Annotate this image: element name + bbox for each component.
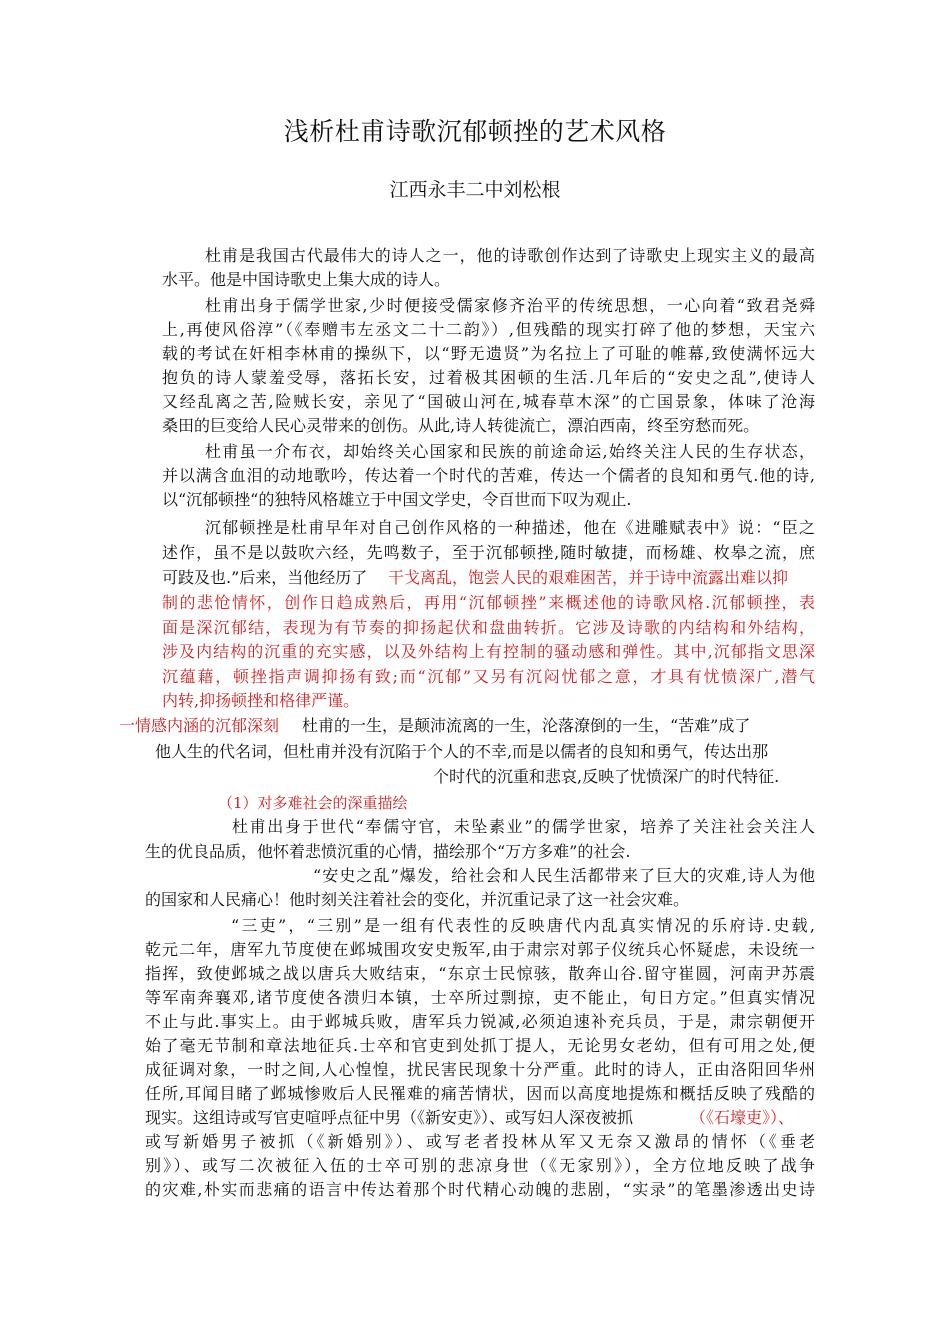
highlighted-text: 干戈离乱，饱尝人民的艰难困苦，并于诗中流露出难以抑	[388, 568, 789, 587]
highlighted-text: 面是深沉郁结，表现为有节奏的抑扬起伏和盘曲转折。它涉及诗歌的内结构和外结构，	[162, 618, 815, 637]
subsection-heading: （1）对多难社会的深重描绘	[218, 794, 408, 812]
paragraph-line: 载的考试在奸相李林甫的操纵下，以“野无遗贤”为名拉上了可耻的帷幕,致使满怀远大	[162, 344, 815, 363]
highlighted-text: （《石壕吏》）、	[690, 1108, 795, 1127]
document-author: 江西永丰二中刘松根	[389, 179, 561, 201]
paragraph-line: 杜甫出身于世代“奉儒守官，未坠素业”的儒学世家，培养了关注社会关注人	[232, 817, 815, 836]
paragraph-line: 任所,耳闻目睹了邺城惨败后人民罹难的痛苦情状，因而以高度地提炼和概括反映了残酷的	[145, 1084, 815, 1103]
paragraph-line: 又经乱离之苦,险贼长安，亲见了“国破山河在,城春草木深”的亡国景象，体味了沧海	[162, 392, 815, 411]
highlighted-text: 涉及内结构的沉重的充实感，以及外结构上有控制的骚动感和弹性。其中,沉郁指文思深	[162, 642, 815, 661]
paragraph-line: 个时代的沉重和悲哀,反映了忧愤深广的时代特征.	[433, 767, 780, 786]
paragraph-line: 水平。他是中国诗歌史上集大成的诗人。	[162, 270, 451, 289]
paragraph-line: 别》）、或写二次被征入伍的士卒可别的悲凉身世（《无家别》），全方位地反映了战争	[145, 1156, 815, 1175]
paragraph-line: 的国家和人民痛心！他时刻关注着社会的变化，并沉重记录了这一社会灾难。	[145, 890, 690, 909]
paragraph-line: 他人生的代名词，但杜甫并没有沉陷于个人的不幸,而是以儒者的良知和勇气，传达出那	[155, 742, 769, 761]
paragraph-line: 等军南奔襄邓,诸节度使各溃归本镇，士卒所过剽掠，吏不能止，旬日方定。”但真实情况	[145, 988, 815, 1007]
paragraph-line: 不止与此.事实上。由于邺城兵败，唐军兵力锐减,必须迫速补充兵员，于是，肃宗朝便开	[145, 1012, 815, 1031]
highlighted-text: 制的悲怆情怀，创作日趋成熟后，再用“沉郁顿挫”来概述他的诗歌风格.沉郁顿挫，表	[162, 593, 815, 612]
paragraph-line: 的灾难,朴实而悲痛的语言中传达着那个时代精心动魄的悲剧，“实录”的笔墨渗透出史诗	[145, 1180, 815, 1199]
paragraph-line: 并以满含血泪的动地歌吟，传达着一个时代的苦难，传达一个儒者的良知和勇气.他的诗,	[162, 466, 815, 485]
paragraph-line: 乾元二年，唐军九节度使在邺城围攻安史叛军,由于肃宗对郭子仪统兵心怀疑虑，未设统一	[145, 940, 815, 959]
paragraph-line: 杜甫是我国古代最伟大的诗人之一，他的诗歌创作达到了诗歌史上现实主义的最高	[205, 246, 815, 265]
highlighted-text: 沉蕴藉，顿挫指声调抑扬有致;而“沉郁”又另有沉闷忧郁之意，才具有忧愤深广,潜气	[162, 667, 815, 686]
paragraph-line: “安史之乱”爆发，给社会和人民生活都带来了巨大的灾难,诗人为他	[313, 866, 815, 885]
paragraph-line: 生的优良品质，他怀着悲愤沉重的心情，描绘那个“万方多难”的社会.	[145, 842, 631, 861]
paragraph-line: 成征调对象，一时之间,人心惶惶，扰民害民现象十分严重。此时的诗人，正由洛阳回华州	[145, 1060, 815, 1079]
paragraph-line: “三吏”，“三别”是一组有代表性的反映唐代内乱真实情况的乐府诗.史载,	[231, 916, 815, 935]
section-heading: 一情感内涵的沉郁深刻	[119, 716, 280, 735]
paragraph-line: 上,再使风俗淳”（《奉赠韦左丞文二十二韵》）,但残酷的现实打碎了他的梦想，天宝六	[162, 320, 815, 339]
paragraph-line: 现实。这组诗或写官吏喧呼点征中男（《新安吏》）、或写妇人深夜被抓	[145, 1108, 634, 1127]
paragraph-line: 抱负的诗人蒙羞受辱，落拓长安，过着极其困顿的生活.几年后的“安史之乱”,使诗人	[162, 368, 815, 387]
highlighted-text: 内转,抑扬顿挫和格律严谨。	[162, 691, 360, 710]
paragraph-line: 始了毫无节制和章法地征兵.士卒和官吏到处抓丁提人，无论男女老幼，但有可用之处,便	[145, 1036, 815, 1055]
document-title: 浅析杜甫诗歌沉郁顿挫的艺术风格	[283, 117, 667, 146]
paragraph-line: 述作，虽不是以鼓吹六经，先鸣数子，至于沉郁顿挫,随时敏捷，而杨雄、枚皋之流，庶	[162, 543, 815, 562]
paragraph-line: 杜甫虽一介布衣，却始终关心国家和民族的前途命运,始终关注人民的生存状态，	[205, 442, 815, 461]
paragraph-line: 沉郁顿挫是杜甫早年对自己创作风格的一种描述，他在《进雕赋表中》说：“臣之	[205, 518, 815, 537]
paragraph-line: 指挥，致使邺城之战以唐兵大败结束，“东京士民惊骇，散奔山谷.留守崔圆，河南尹苏震	[145, 964, 815, 983]
paragraph-line: 以“沉郁顿挫“的独特风格雄立于中国文学史，令百世而下叹为观止.	[162, 490, 632, 509]
paragraph-line: 可跂及也.”后来，当他经历了	[162, 568, 368, 587]
paragraph-line: 或写新婚男子被抓（《新婚别》）、或写老者投林从军又无奈又激昂的情怀（《垂老	[145, 1132, 815, 1151]
paragraph-line: 杜甫出身于儒学世家,少时便接受儒家修齐治平的传统思想，一心向着“致君尧舜	[205, 296, 815, 315]
paragraph-line: 杜甫的一生，是颠沛流离的一生，沦落潦倒的一生，“苦难”成了	[302, 716, 751, 735]
paragraph-line: 桑田的巨变给人民心灵带来的创伤。从此,诗人转徙流亡，漂泊西南，终至穷愁而死。	[162, 416, 760, 435]
